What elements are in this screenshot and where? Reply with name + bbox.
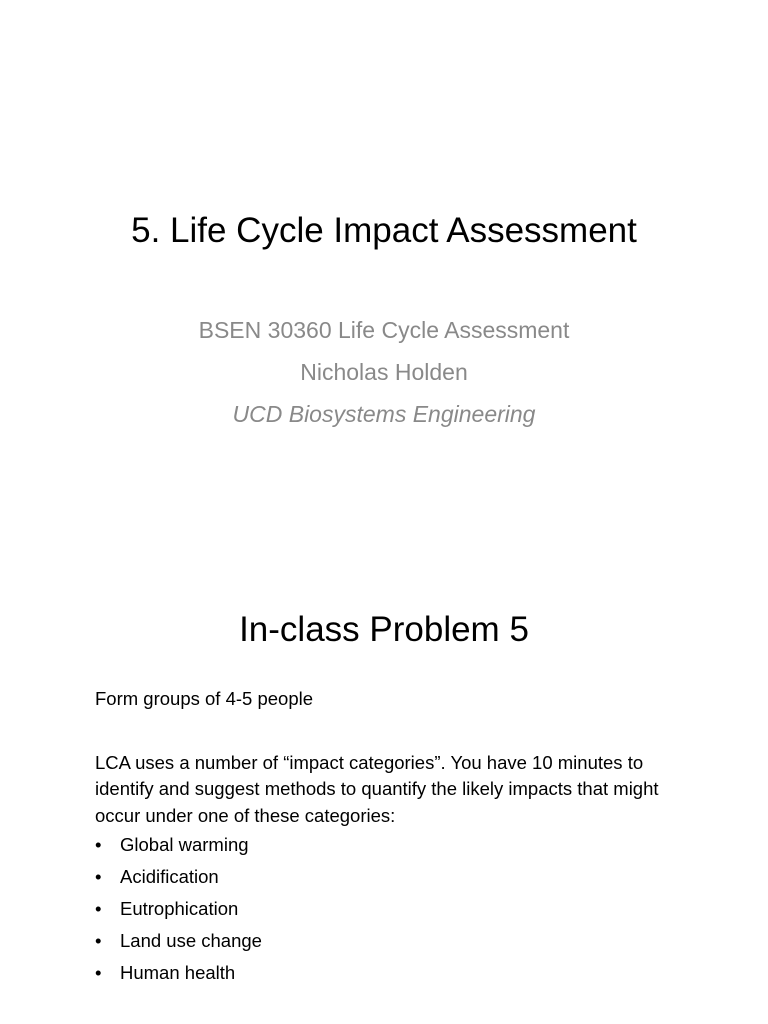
- list-item-label: Human health: [120, 962, 236, 983]
- list-item: [95, 893, 685, 925]
- bullet-icon: •: [95, 930, 102, 951]
- instruction-text: Form groups of 4-5 people: [95, 688, 314, 709]
- list-item: [95, 861, 685, 893]
- bullet-icon: •: [95, 898, 102, 919]
- bullet-icon: •: [95, 866, 102, 887]
- slide-title: In-class Problem 5: [239, 610, 529, 649]
- impact-category-list: [95, 829, 685, 989]
- list-item: [95, 829, 685, 861]
- slide-subtitle: [0, 309, 768, 435]
- list-item-label: Global warming: [120, 834, 249, 855]
- list-item-label: Land use change: [120, 930, 262, 951]
- task-description: LCA uses a number of “impact categories”. You have 10 minutes to identify and suggest methods to quantify the likely impacts that might occur under one of these categories:: [95, 751, 659, 826]
- bullet-icon: •: [95, 834, 102, 855]
- list-item: [95, 957, 685, 989]
- list-item: [95, 925, 685, 957]
- bullet-icon: •: [95, 962, 102, 983]
- problem-slide: [0, 512, 768, 1024]
- slide-body: [95, 686, 685, 989]
- author-name: Nicholas Holden: [300, 359, 468, 385]
- institution-name: UCD Biosystems Engineering: [232, 401, 536, 427]
- slide-title: 5. Life Cycle Impact Assessment: [131, 211, 637, 250]
- list-item-label: Acidification: [120, 866, 219, 887]
- list-item-label: Eutrophication: [120, 898, 239, 919]
- course-name: BSEN 30360 Life Cycle Assessment: [198, 317, 570, 343]
